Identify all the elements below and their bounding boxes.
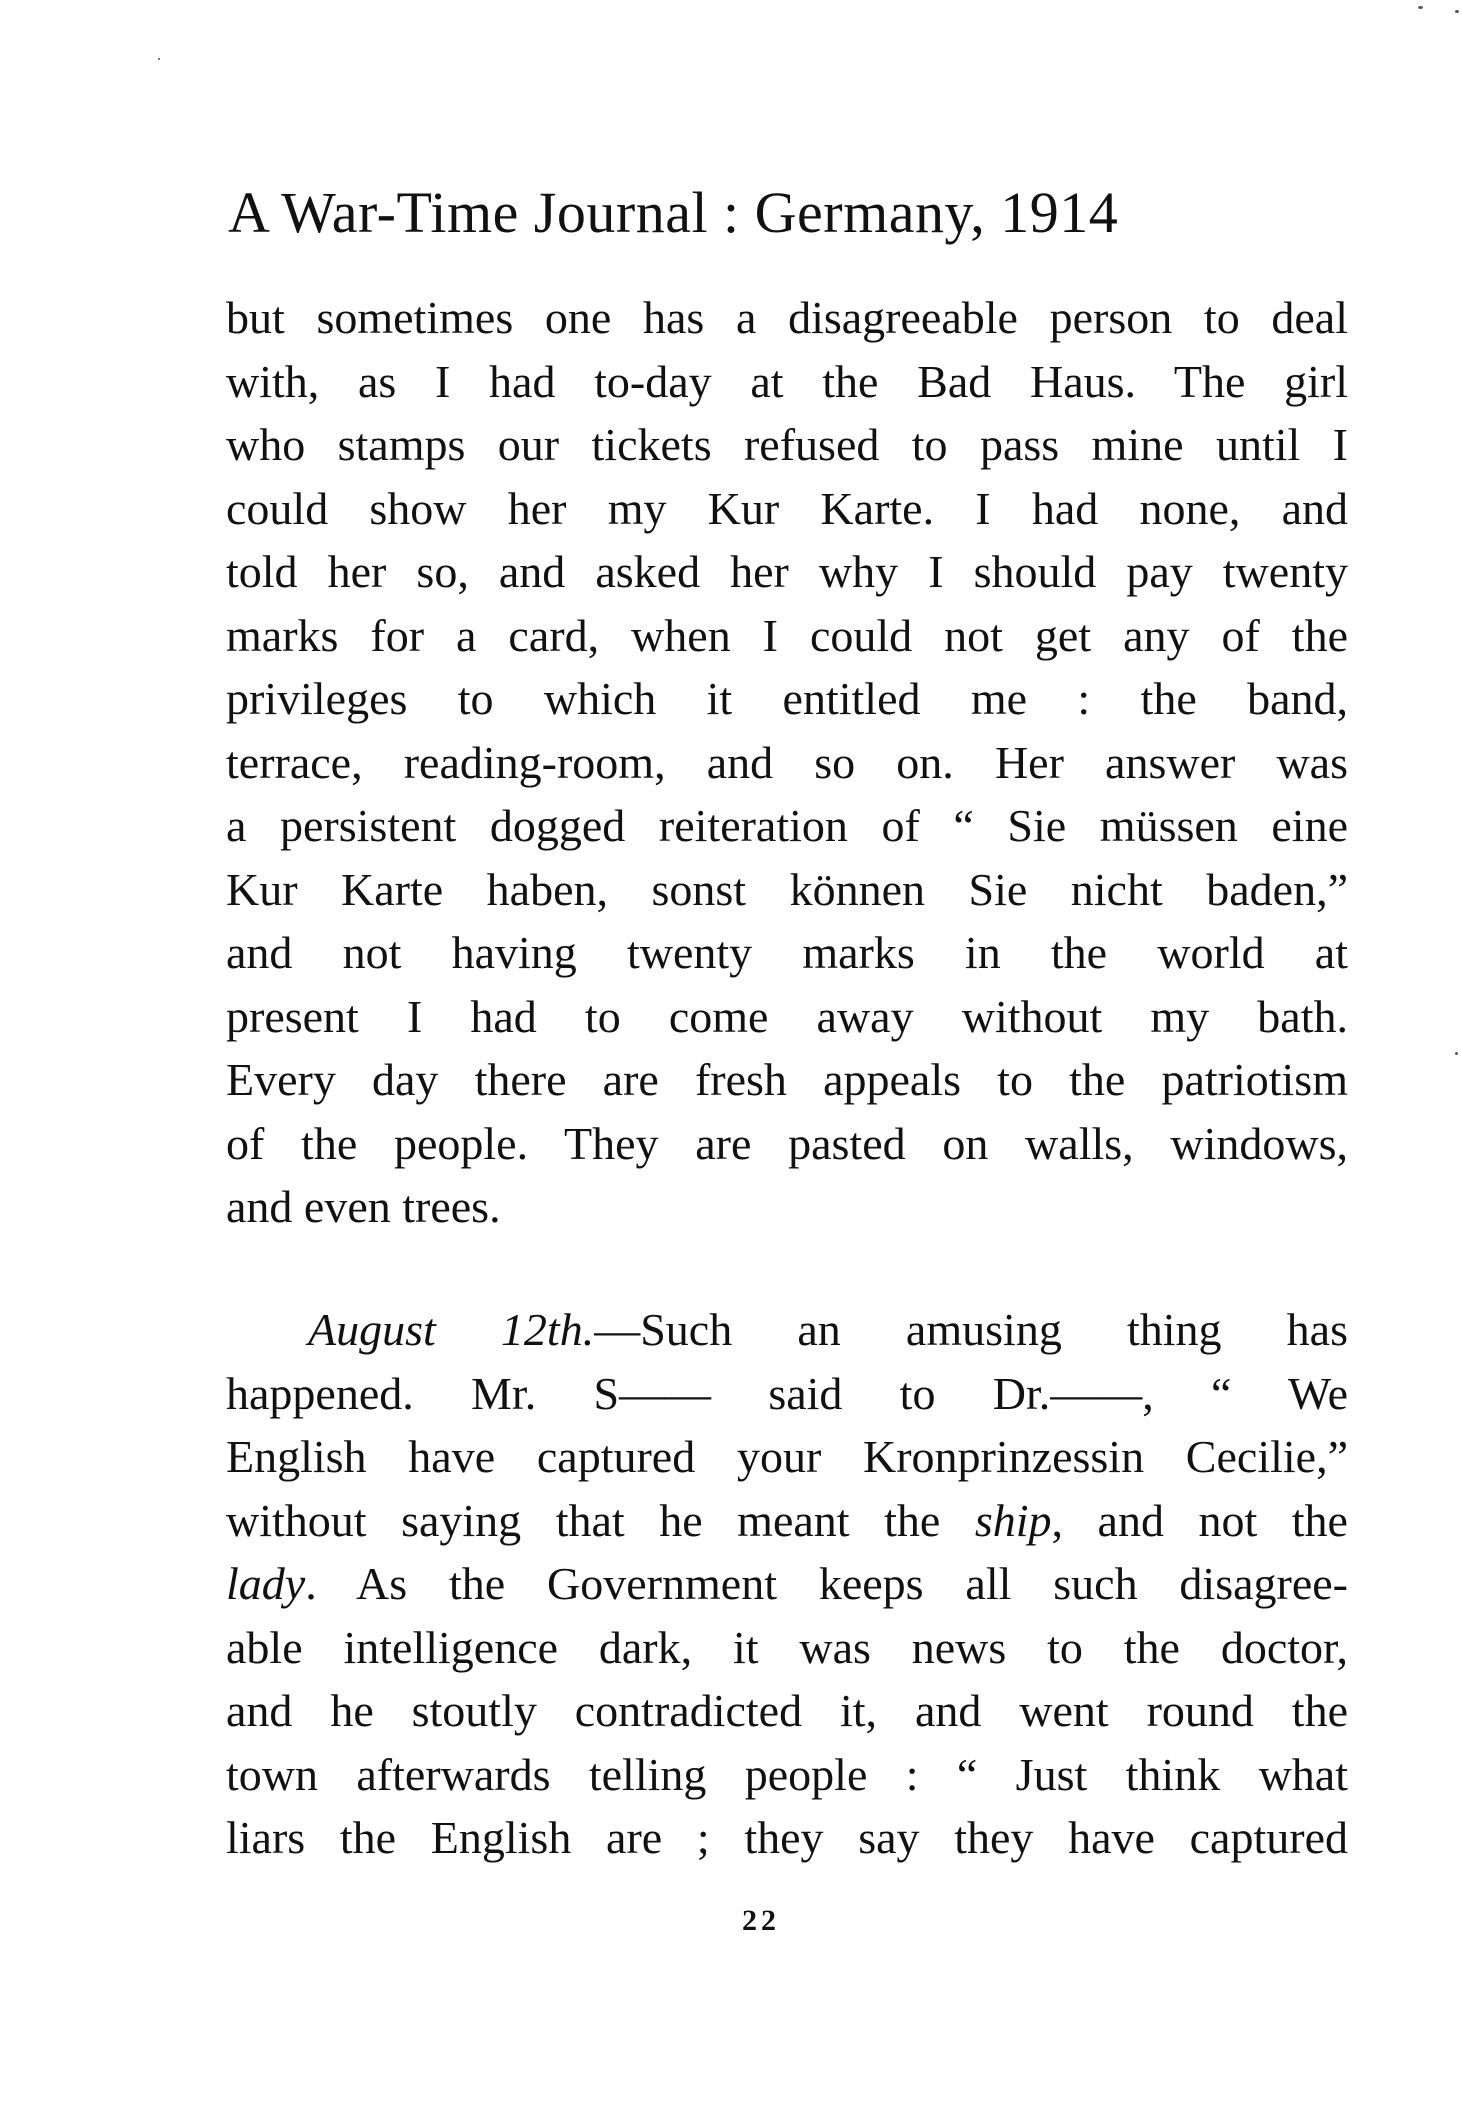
paper-speck [1455, 10, 1459, 13]
text-line: terrace, reading-room, and so on. Her answer was [226, 736, 1348, 788]
text-line [226, 1298, 1348, 1362]
text-line: Every day there are fresh appeals to the patriotism [226, 1054, 1348, 1105]
emphasis-ship: ship [974, 1494, 1052, 1546]
text-line: told her so, and asked her why I should pay twenty [226, 546, 1348, 597]
text-segment: —Such an amusing thing has [594, 1304, 1348, 1355]
emphasis-lady: lady [226, 1558, 306, 1609]
text-segment: , and not the [1051, 1494, 1348, 1546]
page-number: 22 [742, 1904, 780, 1937]
text-line: of the people. They are pasted on walls, windows, [226, 1117, 1348, 1169]
paper-speck [1455, 1052, 1458, 1055]
text-line: could show her my Kur Karte. I had none, and [226, 482, 1348, 534]
text-line: town afterwards telling people : “ Just think what [226, 1748, 1348, 1800]
text-line: present I had to come away without my bath. [226, 990, 1348, 1042]
text-line: marks for a card, when I could not get any of the [226, 609, 1348, 661]
text-line: able intelligence dark, it was news to the doctor, [226, 1621, 1348, 1673]
text-line: liars the English are ; they say they have captured [226, 1812, 1348, 1863]
text-line [226, 1489, 1348, 1553]
text-line: with, as I had to-day at the Bad Haus. The girl [226, 355, 1348, 407]
text-line: and not having twenty marks in the world at [226, 927, 1348, 978]
text-line: happened. Mr. S—— said to Dr.——, “ We [226, 1367, 1348, 1419]
text-line: a persistent dogged reiteration of “ Sie müssen eine [226, 800, 1348, 851]
text-line [226, 1552, 1348, 1616]
paper-speck [1418, 6, 1423, 9]
text-line: Kur Karte haben, sonst können Sie nicht baden,” [226, 863, 1348, 915]
text-line: and he stoutly contradicted it, and went round the [226, 1685, 1348, 1736]
text-line: privileges to which it entitled me : the band, [226, 673, 1348, 724]
paper-speck [158, 58, 160, 60]
text-line: who stamps our tickets refused to pass mine until I [226, 419, 1348, 470]
text-line: and even trees. [226, 1181, 501, 1232]
text-segment: . As the Government keeps all such disagree- [305, 1558, 1348, 1609]
text-segment: without saying that he meant the [226, 1494, 975, 1546]
text-line: but sometimes one has a disagreeable person to deal [226, 292, 1348, 343]
running-head: A War-Time Journal : Germany, 1914 [228, 180, 1119, 245]
paragraph-1 [226, 286, 1348, 1239]
paragraph-2 [226, 1298, 1348, 1870]
entry-date: August 12th. [308, 1304, 595, 1355]
text-line: English have captured your Kronprinzessin Cecilie,” [226, 1431, 1348, 1482]
